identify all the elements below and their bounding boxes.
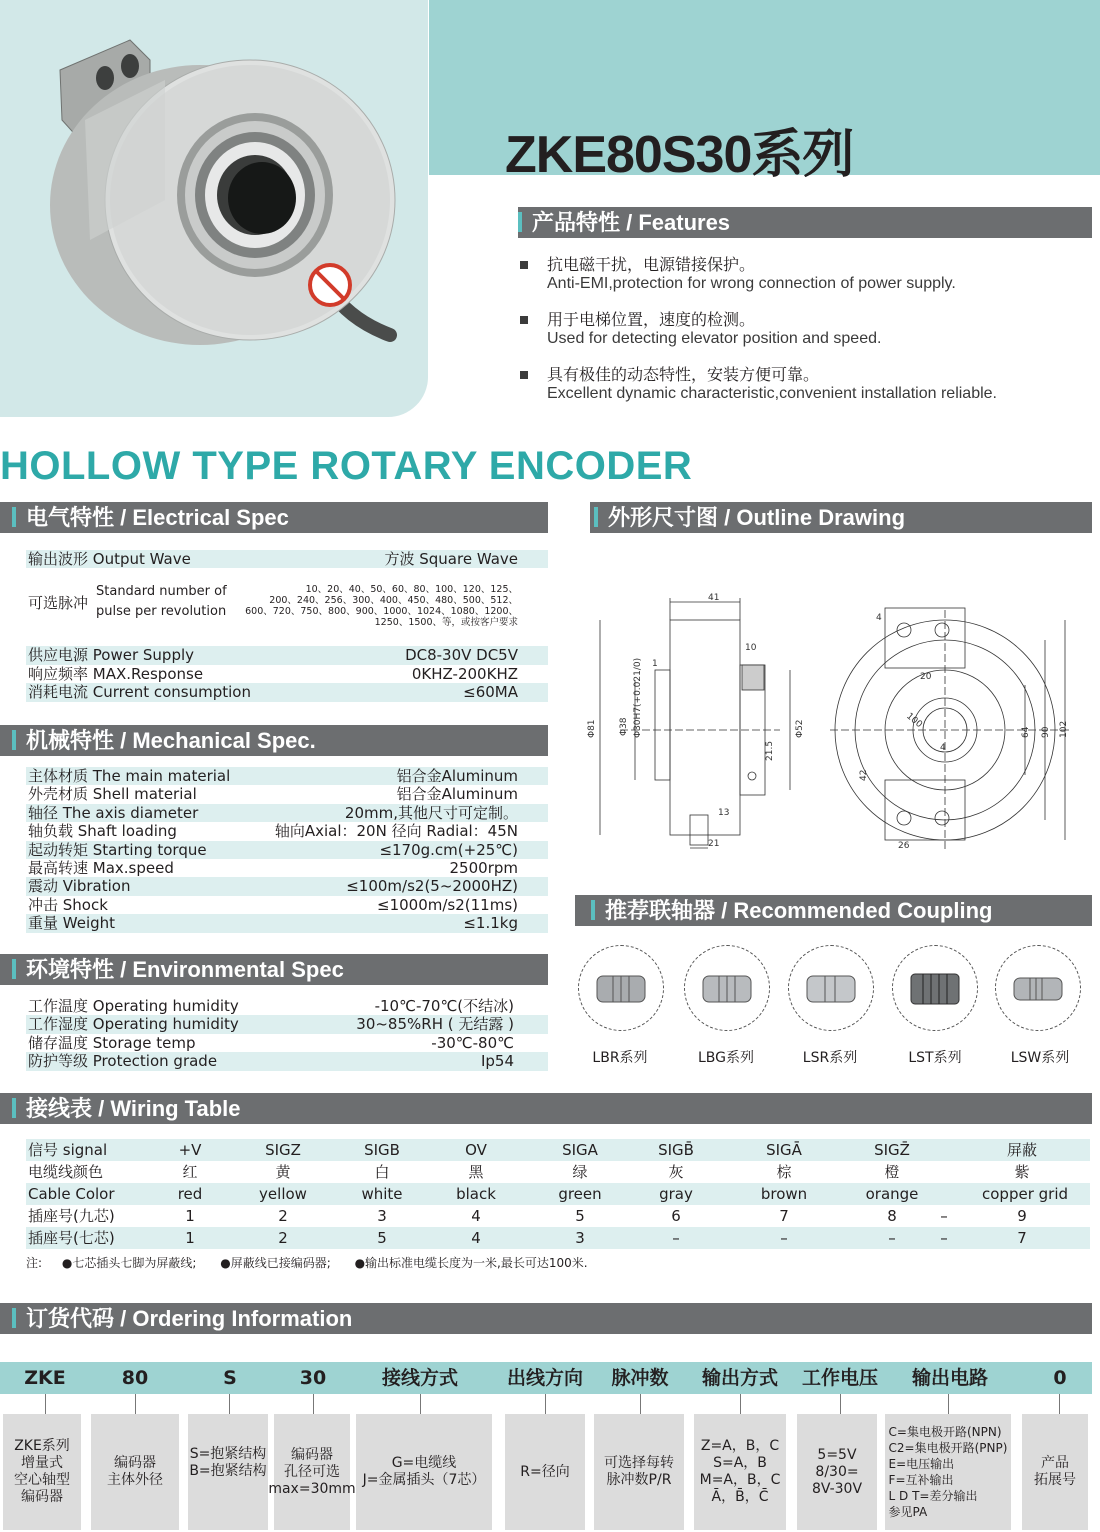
table-cell: orange (865, 1185, 919, 1203)
table-cell: 紫 (1014, 1163, 1030, 1181)
table-cell: brown (760, 1185, 808, 1203)
ordering-code-row (0, 1362, 1092, 1394)
table-cell: +V (178, 1141, 202, 1159)
spec-value: 铝合金Aluminum (396, 785, 518, 804)
bullet-icon (520, 371, 528, 379)
spec-row (26, 896, 548, 914)
dim-label: 10 (745, 643, 757, 653)
code-pulses: 脉冲数 (611, 1367, 669, 1389)
spec-label: 主体材质 The main material (28, 767, 231, 785)
features-header (518, 207, 1092, 238)
coupling-header-label: 推荐联轴器 / Recommended Coupling (605, 898, 993, 923)
spec-value: Ip54 (480, 1052, 514, 1071)
table-cell: 灰 (668, 1163, 684, 1181)
wiring-table (26, 1139, 1090, 1249)
coupling-label: LBR系列 (592, 1050, 648, 1066)
box-line: 空心轴型 (14, 1472, 70, 1488)
ordering-box (91, 1414, 179, 1530)
spec-row (26, 646, 548, 664)
table-cell: SIGA (562, 1141, 598, 1159)
spec-label: 储存温度 Storage temp (28, 1033, 196, 1052)
table-cell: 9 (1017, 1207, 1027, 1225)
header-accent (591, 900, 595, 920)
box-line: 主体外径 (107, 1472, 163, 1488)
box-line: 编码器 (21, 1489, 63, 1505)
code-voltage: 工作电压 (801, 1367, 878, 1389)
dim-label: 4 (940, 743, 946, 753)
coupling-label: LSW系列 (1010, 1050, 1070, 1066)
code-direction: 出线方向 (506, 1367, 583, 1389)
table-cell: 6 (671, 1207, 681, 1225)
table-cell: – (780, 1229, 788, 1247)
box-line: F=互补输出 (888, 1473, 954, 1487)
table-cell: 红 (182, 1163, 198, 1181)
spec-label: 防护等级 Protection grade (28, 1052, 218, 1071)
dim-label: 100 (904, 711, 924, 731)
ordering-box (594, 1414, 684, 1530)
coupling-image-lsr (788, 945, 874, 1031)
feature-en: Used for detecting elevator position and speed. (547, 330, 882, 347)
spec-label: Standard number of (96, 584, 227, 600)
table-cell: black (456, 1185, 496, 1203)
spec-label: 工作湿度 Operating humidity (28, 1015, 239, 1034)
table-cell: copper grid (982, 1185, 1069, 1203)
features-header-label: 产品特性 / Features (532, 210, 731, 235)
table-cell: 3 (575, 1229, 585, 1247)
feature-cn: 抗电磁干扰，电源错接保护。 (547, 255, 756, 274)
box-line: 8V-30V (811, 1480, 863, 1497)
connector-line (45, 1394, 46, 1414)
table-cell: 白 (374, 1163, 390, 1181)
spec-label: 起动转矩 Starting torque (28, 840, 207, 859)
box-line: L D T=差分输出 (888, 1489, 978, 1503)
code-wiring: 接线方式 (381, 1367, 458, 1389)
code-zke: ZKE (24, 1367, 66, 1389)
ordering-box (1022, 1414, 1088, 1530)
dim-label: Φ38 (619, 717, 629, 736)
connector-line (229, 1394, 230, 1414)
connector-line (420, 1394, 421, 1414)
electrical-header-label: 电气特性 / Electrical Spec (26, 505, 289, 530)
pulse-row (26, 574, 548, 642)
table-cell: 4 (471, 1229, 481, 1247)
wiring-header-label: 接线表 / Wiring Table (26, 1096, 241, 1121)
ordering-box (885, 1414, 1011, 1530)
pulse-line: 1250、1500、等，或按客户要求 (374, 617, 518, 629)
spec-value: 方波 Square Wave (384, 550, 518, 568)
box-line: E=电压输出 (888, 1457, 955, 1471)
spec-label: 最高转速 Max.speed (28, 858, 174, 877)
spec-value: -10℃-70℃(不结冰) (374, 997, 514, 1015)
box-line: 参见PA (888, 1505, 928, 1519)
spec-value: 铝合金Aluminum (396, 767, 518, 785)
spec-label: 轴径 The axis diameter (28, 803, 199, 822)
table-cell: – (940, 1207, 948, 1225)
pulse-line: 600、720、750、800、900、1000、1024、1080、1200、 (245, 606, 518, 618)
header-accent (518, 212, 522, 232)
header-accent (594, 507, 598, 527)
spec-row (26, 914, 548, 932)
environmental-header (0, 954, 548, 985)
box-line: 编码器 (291, 1446, 333, 1463)
dim-label: 42 (859, 769, 869, 781)
box-line: ZKE系列 (14, 1438, 70, 1454)
table-cell: 黑 (468, 1163, 484, 1181)
ordering-box (268, 1414, 356, 1530)
box-line: C=集电极开路(NPN) (888, 1425, 1002, 1439)
spec-value: 0KHZ-200KHZ (411, 664, 518, 683)
table-row (26, 1183, 1090, 1205)
box-line: S=A，B (713, 1455, 767, 1471)
dim-label: 41 (708, 593, 720, 603)
spec-value: 20mm,其他尺寸可定制。 (344, 803, 518, 822)
code-30: 30 (299, 1367, 327, 1389)
feature-cn: 具有极佳的动态特性，安装方便可靠。 (547, 365, 820, 384)
table-row (26, 1205, 1090, 1227)
spec-value: ≤100m/s2(5~2000HZ) (346, 877, 518, 896)
bullet-icon (520, 261, 528, 269)
ordering-box (505, 1414, 585, 1530)
note-prefix: 注: (26, 1256, 43, 1270)
table-cell: 1 (185, 1229, 195, 1247)
spec-label: 震动 Vibration (28, 877, 131, 896)
code-80: 80 (121, 1367, 149, 1389)
table-cell: 5 (575, 1207, 585, 1225)
table-cell: gray (659, 1185, 693, 1203)
box-line: M=A，B，C (699, 1472, 781, 1488)
box-line: R=径向 (520, 1463, 570, 1480)
ordering-box (797, 1414, 877, 1530)
environmental-spec (26, 997, 548, 1071)
table-cell: 黄 (275, 1163, 291, 1181)
table-cell: 8 (887, 1207, 897, 1225)
ordering-box (188, 1414, 268, 1530)
ordering-box (3, 1414, 81, 1530)
connector-line (740, 1394, 741, 1414)
coupling-label: LST系列 (908, 1050, 962, 1066)
row-label: Cable Color (28, 1185, 115, 1203)
coupling-image-lbr (578, 945, 664, 1031)
table-cell: SIGB̄ (658, 1141, 694, 1159)
table-cell: 绿 (572, 1163, 588, 1181)
table-cell: – (672, 1229, 680, 1247)
note-item: ●屏蔽线已接编码器; (220, 1256, 331, 1270)
header-accent (12, 1098, 16, 1118)
table-cell: 2 (278, 1207, 288, 1225)
coupling-image-lsw (995, 945, 1081, 1031)
spec-row (26, 822, 548, 840)
spec-value: 轴向Axial：20N 径向 Radial：45N (274, 822, 518, 841)
spec-row (26, 550, 548, 568)
table-cell: – (888, 1229, 896, 1247)
table-cell: 1 (185, 1207, 195, 1225)
box-line: 产品 (1041, 1455, 1069, 1471)
row-label: 插座号(七芯) (28, 1229, 115, 1247)
table-cell: 屏蔽 (1006, 1141, 1037, 1159)
dim-label: 64 (1021, 726, 1031, 738)
spec-value: 2500rpm (449, 858, 518, 877)
feature-cn: 用于电梯位置，速度的检测。 (547, 310, 756, 329)
spec-label: 外壳材质 Shell material (28, 785, 197, 804)
header-accent (12, 1308, 16, 1328)
header-accent (12, 507, 16, 527)
box-line: G=电缆线 (391, 1455, 457, 1471)
box-line: B=抱紧结构 (189, 1463, 267, 1479)
coupling-image-lbg (684, 945, 770, 1031)
note-item: ●输出标准电缆长度为一米,最长可达100米. (354, 1256, 588, 1270)
spec-row (26, 859, 548, 877)
coupling-label: LSR系列 (802, 1050, 858, 1066)
dim-label: Φ52 (795, 719, 805, 738)
box-line: 编码器 (114, 1455, 156, 1471)
table-cell: 3 (377, 1207, 387, 1225)
outline-header (590, 502, 1092, 533)
mechanical-spec (26, 767, 548, 933)
dim-label: Φ81 (587, 719, 597, 738)
box-line: 增量式 (21, 1455, 63, 1471)
code-output: 输出方式 (701, 1367, 778, 1389)
spec-value: ≤60MA (463, 683, 518, 702)
dim-label: 21.5 (765, 740, 775, 761)
table-cell: 橙 (884, 1163, 900, 1181)
mechanical-header (0, 725, 548, 756)
pulse-values (245, 584, 518, 628)
coupling-image-lst (892, 945, 978, 1031)
table-cell: 棕 (776, 1163, 792, 1181)
connector-line (1059, 1394, 1060, 1414)
header-accent (12, 730, 16, 750)
code-ext: 0 (1053, 1367, 1067, 1389)
dim-label: 21 (708, 839, 720, 849)
dim-label: 4 (876, 613, 882, 623)
connector-line (313, 1394, 314, 1414)
connector-line (640, 1394, 641, 1414)
environmental-header-label: 环境特性 / Environmental Spec (26, 957, 344, 982)
spec-row (26, 997, 548, 1015)
mechanical-header-label: 机械特性 / Mechanical Spec. (26, 728, 316, 753)
box-line: 脉冲数P/R (606, 1472, 672, 1488)
spec-label: pulse per revolution (96, 604, 227, 620)
feature-item (520, 365, 1080, 403)
table-row (26, 1139, 1090, 1161)
spec-label: 响应频率 MAX.Response (28, 664, 204, 683)
spec-value: ≤170g.cm(+25℃) (379, 840, 518, 859)
box-line: Ā，B̄，C̄ (711, 1489, 769, 1505)
table-cell: SIGZ (265, 1141, 301, 1159)
spec-row (26, 767, 548, 785)
table-cell: 7 (1017, 1229, 1027, 1247)
spec-row (26, 683, 548, 701)
feature-en: Excellent dynamic characteristic,convenient installation reliable. (547, 385, 997, 402)
spec-value: DC8-30V DC5V (405, 646, 518, 665)
box-line: 5=5V (817, 1446, 857, 1463)
spec-label: 供应电源 Power Supply (28, 646, 195, 665)
table-cell: SIGĀ (766, 1141, 802, 1159)
spec-value: ≤1000m/s2(11ms) (377, 895, 518, 914)
table-cell: 4 (471, 1207, 481, 1225)
row-label: 插座号(九芯) (28, 1207, 115, 1225)
spec-row (26, 804, 548, 822)
header-accent (12, 959, 16, 979)
table-cell: OV (465, 1141, 487, 1159)
table-cell: 5 (377, 1229, 387, 1247)
feature-item (520, 310, 1080, 348)
spec-row (26, 877, 548, 895)
box-line: J=金属插头（7芯） (362, 1472, 486, 1488)
spec-row (26, 841, 548, 859)
pulse-line: 200、240、256、300、400、450、480、500、512、 (269, 595, 518, 607)
dim-label: 102 (1059, 720, 1069, 738)
table-cell: 2 (278, 1229, 288, 1247)
wiring-note (26, 1254, 588, 1271)
table-cell: SIGB (364, 1141, 400, 1159)
spec-label: 消耗电流 Current consumption (28, 683, 251, 702)
outline-header-label: 外形尺寸图 / Outline Drawing (608, 505, 906, 530)
bullet-icon (520, 316, 528, 324)
box-line: 拓展号 (1034, 1472, 1076, 1488)
headline: HOLLOW TYPE ROTARY ENCODER (0, 444, 693, 488)
feature-item (520, 255, 1080, 293)
box-line: 可选择每转 (604, 1455, 674, 1471)
row-label: 信号 signal (28, 1141, 108, 1159)
connector-line (948, 1394, 949, 1414)
spec-label: 输出波形 Output Wave (28, 550, 191, 568)
note-item: ●七芯插头七脚为屏蔽线; (61, 1256, 197, 1270)
box-line: C2=集电极开路(PNP) (888, 1441, 1008, 1455)
spec-label: 重量 Weight (28, 914, 116, 933)
table-cell: green (558, 1185, 602, 1203)
spec-value: ≤1.1kg (463, 914, 518, 933)
spec-value: 30~85%RH ( 无结露 ) (356, 1015, 514, 1034)
table-row (26, 1161, 1090, 1183)
electrical-spec (26, 550, 548, 702)
table-cell: red (177, 1185, 203, 1203)
connector-line (840, 1394, 841, 1414)
page-title: ZKE80S30系列 (505, 126, 854, 184)
outline-drawing (580, 580, 1090, 860)
ordering-header (0, 1303, 1092, 1334)
connector-line (545, 1394, 546, 1414)
spec-row (26, 785, 548, 803)
dim-label: 13 (718, 808, 730, 818)
electrical-header (0, 502, 548, 533)
wiring-header (0, 1093, 1092, 1124)
table-cell: yellow (259, 1185, 307, 1203)
spec-label: 工作温度 Operating humidity (28, 997, 239, 1015)
ordering-box (694, 1414, 786, 1530)
box-line: Z=A，B，C (700, 1438, 780, 1454)
spec-label: 轴负载 Shaft loading (28, 822, 177, 841)
dim-label: 1 (652, 659, 658, 669)
ordering-header-label: 订货代码 / Ordering Information (26, 1306, 353, 1331)
product-photo (0, 0, 428, 417)
code-circuit: 输出电路 (911, 1367, 988, 1389)
box-line: max=30mm (268, 1480, 356, 1497)
dim-label: 20 (920, 672, 932, 682)
spec-row (26, 1015, 548, 1033)
spec-value: -30℃-80℃ (431, 1033, 514, 1052)
table-cell: 7 (779, 1207, 789, 1225)
ordering-box (356, 1414, 492, 1530)
coupling-header (575, 895, 1092, 926)
table-cell: white (361, 1185, 403, 1203)
spec-row (26, 665, 548, 683)
box-line: 孔径可选 (284, 1463, 340, 1480)
table-cell: – (940, 1229, 948, 1247)
feature-en: Anti-EMI,protection for wrong connection of power supply. (547, 275, 956, 292)
row-label: 电缆线颜色 (28, 1163, 104, 1181)
spec-label: 可选脉冲 (28, 594, 89, 613)
spec-row (26, 1034, 548, 1052)
connector-line (135, 1394, 136, 1414)
dim-label: 90 (1041, 726, 1051, 738)
code-s: S (223, 1367, 237, 1389)
table-row (26, 1227, 1090, 1249)
pulse-line: 10、20、40、50、60、80、100、120、125、 (305, 584, 518, 596)
box-line: S=抱紧结构 (189, 1446, 267, 1462)
spec-label: 冲击 Shock (28, 895, 108, 914)
box-line: 8/30= (815, 1463, 859, 1480)
spec-row (26, 1052, 548, 1070)
table-cell: SIGZ̄ (874, 1141, 910, 1159)
dim-label: 26 (898, 841, 910, 851)
dim-label: Φ30H7(+0.021/0) (633, 657, 643, 738)
coupling-label: LBG系列 (697, 1050, 754, 1066)
